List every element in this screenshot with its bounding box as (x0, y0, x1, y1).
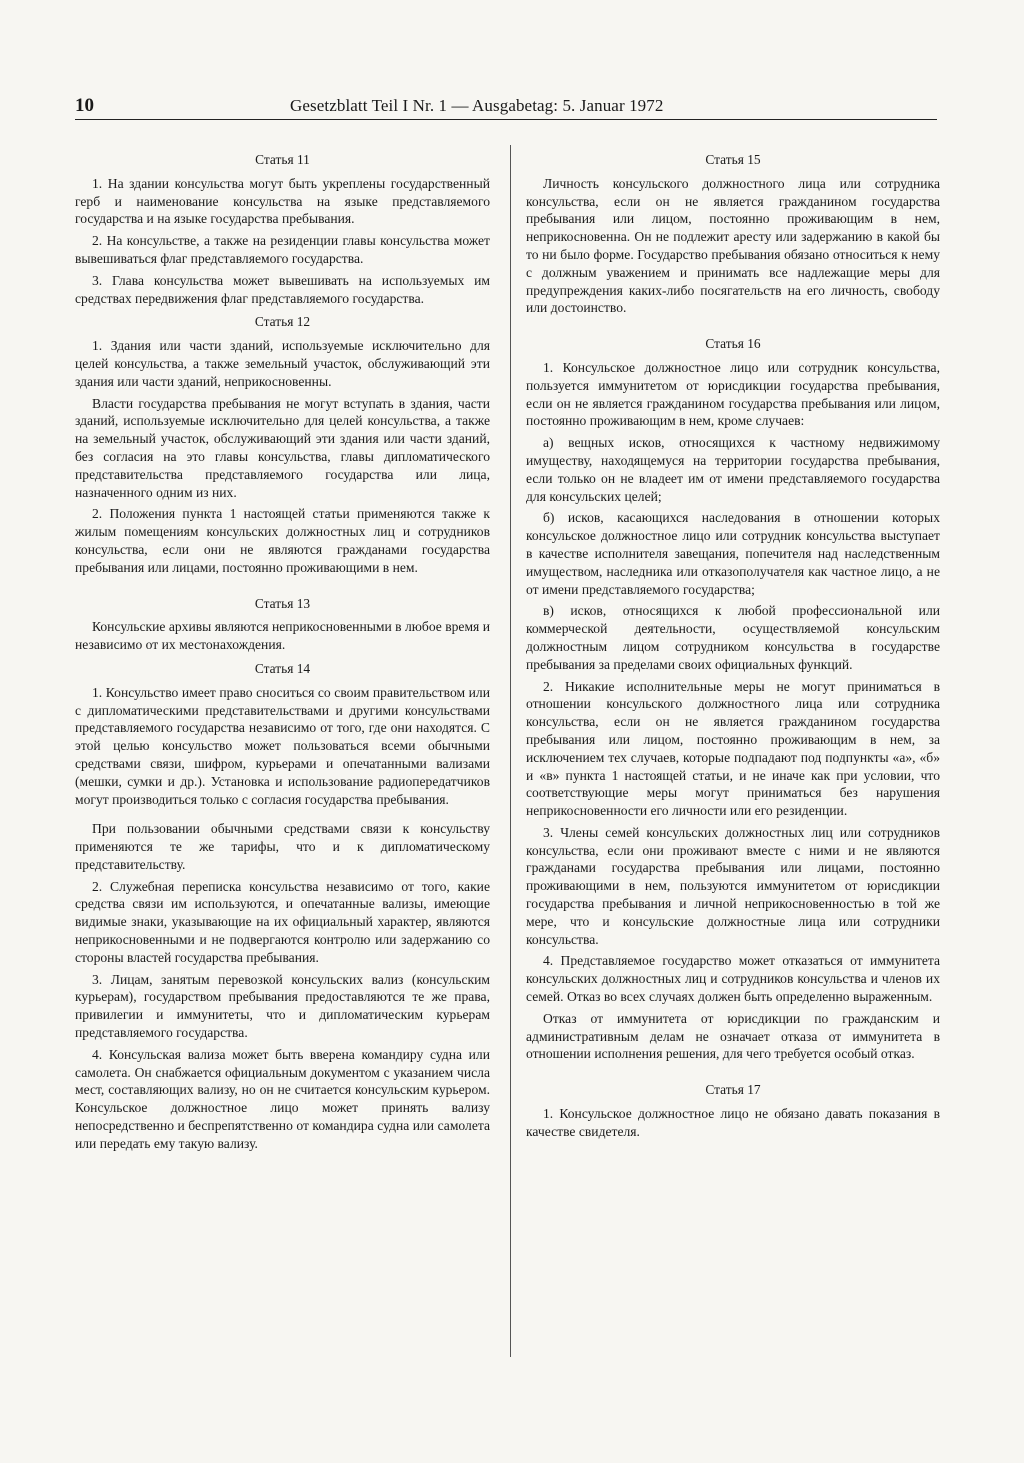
paragraph: Отказ от иммунитета от юрисдикции по гражданским и административным делам не означает отказа от иммунитета в отношении исполнения решения, для чего требуется особый отказ. (526, 1010, 940, 1062)
running-head: Gesetzblatt Teil I Nr. 1 — Ausgabetag: 5. Januar 1972 (290, 96, 664, 115)
paragraph: 4. Представляемое государство может отказаться от иммунитета консульских должностных лиц и сотрудников консульства и членов их семей. Отказ во всех случаях должен быть определенно выраженным. (526, 953, 940, 1005)
paragraph: 2. Никакие исполнительные меры не могут приниматься в отношении консульского должностного лица или сотрудника консульства, если он не является гражданином государства пребывания или лицом, постоянно проживающим в нем, за исключением тех случаев, которые подпадают под подпункты «а», «б» и «в» пункта 1 настоящей статьи, и не иначе как при условии, что соответствующие меры могут приниматься без нарушения неприкосновенности его личности или его резиденции. (526, 678, 940, 819)
article-13 (75, 595, 490, 654)
article-heading: Статья 12 (254, 314, 311, 330)
page-number: 10 (75, 95, 94, 116)
article-heading: Статья 14 (254, 660, 311, 676)
article-16 (526, 335, 940, 1063)
article-heading: Статья 11 (255, 152, 310, 167)
article-heading: Статья 16 (705, 336, 761, 352)
paragraph: 1. Консульское должностное лицо или сотрудник консульства, пользуется иммунитетом от юрисдикции государства пребывания, если он не является гражданином государства пребывания или лицом, постоянно проживающим в нем, кроме случаев: (526, 359, 940, 429)
article-14 (75, 660, 490, 1153)
column-divider (510, 145, 511, 1357)
paragraph: 3. Глава консульства может вывешивать на используемых им средствах передвижения флаг представляемого государства. (75, 272, 490, 306)
article-15 (526, 151, 940, 317)
paragraph: 2. Положения пункта 1 настоящей статьи применяются также к жилым помещениям консульских должностных лиц и сотрудников консульства, если они не являются гражданами государства пребывания или лицами, постоянно проживающими в нем. (75, 506, 490, 575)
article-12 (75, 313, 490, 576)
paragraph: Консульские архивы являются неприкосновенными в любое время и независимо от их местонахождения. (75, 619, 490, 653)
paragraph: 4. Консульская вализа может быть вверена командиру судна или самолета. Он снабжается официальным документом с указанием числа мест, составляющих вализу, но он не считается консульским курьером. Консульское должностное лицо может принять вализу непосредственно и беспрепятственно от командира судна или самолета или передать ему такую вализу. (75, 1046, 490, 1151)
paragraph: 2. Служебная переписка консульства независимо от того, какие средства связи им используются, и опечатанные вализы, имеющие видимые знаки, указывающие на их официальный характер, являются неприкосновенными и не подвергаются контролю или задержанию со стороны властей государства пребывания. (75, 878, 490, 965)
paragraph: а) вещных исков, относящихся к частному недвижимому имуществу, находящемуся на территории государства пребывания, если только он не владеет им от имени представляемого государства для консульских целей; (526, 435, 940, 504)
paragraph: 2. На консульстве, а также на резиденции главы консульства может вывешиваться флаг представляемого государства. (75, 233, 490, 266)
paragraph: При пользовании обычными средствами связи к консульству применяются те же тарифы, что и к дипломатическому представительству. (75, 821, 490, 872)
paragraph: в) исков, относящихся к любой профессиональной или коммерческой деятельности, осуществляемой консульским должностным лицом сотрудником консульства в государстве пребывания за пределами своих официальных функций. (526, 603, 940, 672)
article-heading: Статья 17 (705, 1082, 761, 1098)
paragraph: б) исков, касающихся наследования в отношении которых консульское должностное лицо или сотрудник консульства выступает в качестве исполнителя завещания, попечителя над наследственным имуществом, наследника или отказополучателя как частное лицо, а не от имени представляемого государства; (526, 510, 940, 597)
paragraph: Личность консульского должностного лица или сотрудника консульства, если он не является гражданином государства пребывания или лицом, постоянно проживающим в нем, неприкосновенна. Он не подлежит аресту или задержанию в какой бы то ни было форме. Государство пребывания обязано относиться к нему с должным уважением и принимать все надлежащие меры для предупреждения каких-либо посягательств на его личность, свободу или достоинство. (526, 175, 940, 316)
paragraph: 1. На здании консульства могут быть укреплены государственный герб и наименование консульства на языке представляемого государства и на языке государства пребывания. (75, 175, 490, 227)
article-heading: Статья 13 (254, 595, 311, 611)
article-heading: Статья 15 (705, 152, 761, 167)
left-column (75, 145, 490, 1157)
paragraph: Власти государства пребывания не могут вступать в здания, части зданий, используемые исключительно для целей консульства, а также на земельный участок, обслуживающий эти здания или части зданий, без согласия на это главы консульства, главы дипломатического представительства представляемого государства или лица, назначенного одним из них. (75, 395, 490, 500)
paragraph: 3. Члены семей консульских должностных лиц или сотрудников консульства, если они проживают вместе с ними и не являются гражданами государства пребывания или лицами, постоянно проживающими в нем, пользуются иммунитетом от юрисдикции государства пребывания и личной неприкосновенностью в той же мере, что и консульские должностные лица или сотрудники консульства. (526, 824, 940, 947)
article-11 (75, 151, 490, 307)
article-17 (526, 1081, 940, 1140)
paragraph: 1. Консульство имеет право сноситься со своим правительством или с дипломатическими представительствами и другими консульствами представляемого государства независимо от того, где они находятся. С этой целью консульство может пользоваться всеми обычными средствами связи, шифром, курьерами и опечатанными вализами (мешки, сумки и др.). Установка и использование радиопередатчиков могут производиться только с согласия государства пребывания. (75, 684, 490, 807)
right-column (526, 145, 940, 1145)
page-header (75, 93, 937, 120)
paragraph: 3. Лицам, занятым перевозкой консульских вализ (консульским курьерам), государством пребывания предоставляются те же права, привилегии и иммунитеты, что и дипломатическим курьерам представляемого государства. (75, 971, 490, 1041)
paragraph: 1. Здания или части зданий, используемые исключительно для целей консульства, а также земельный участок, обслуживающий эти здания или части зданий, неприкосновенны. (75, 338, 490, 389)
paragraph: 1. Консульское должностное лицо не обязано давать показания в качестве свидетеля. (526, 1106, 940, 1139)
